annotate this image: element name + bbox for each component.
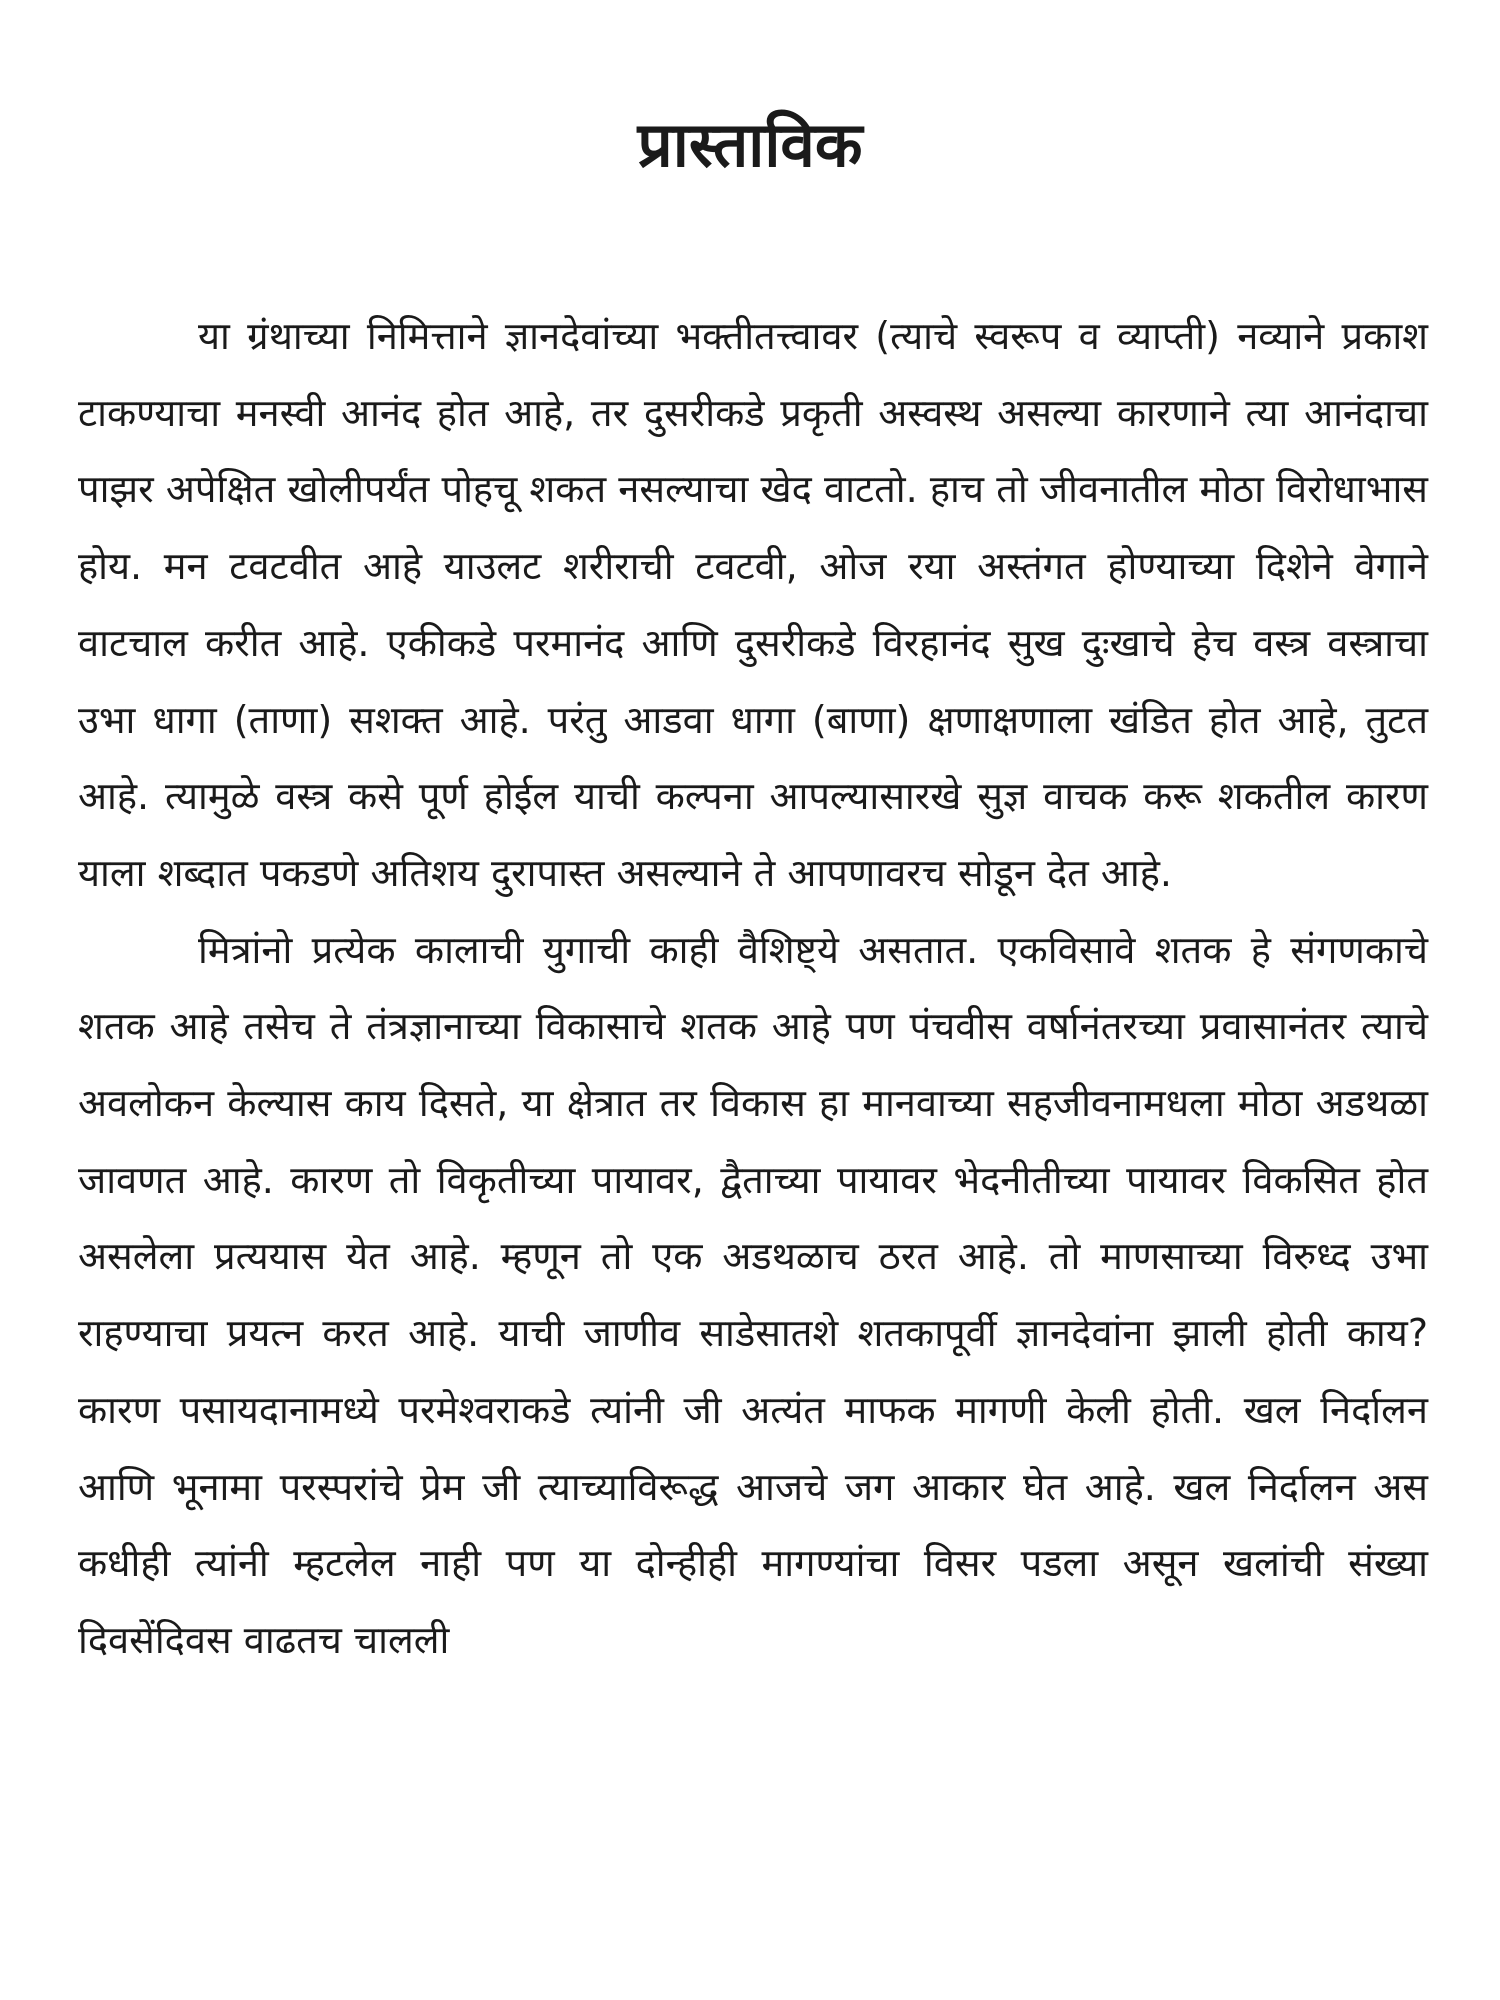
document-body <box>78 298 1428 1679</box>
paragraph-1: या ग्रंथाच्या निमित्ताने ज्ञानदेवांच्या भक्तीतत्त्वावर (त्याचे स्वरूप व व्याप्ती) नव्याने प्रकाश टाकण्याचा मनस्वी आनंद होत आहे, तर दुसरीकडे प्रकृती अस्वस्थ असल्या कारणाने त्या आनंदाचा पाझर अपेक्षित खोलीपर्यंत पोहचू शकत नसल्याचा खेद वाटतो. हाच तो जीवनातील मोठा विरोधाभास होय. मन टवटवीत आहे याउलट शरीराची टवटवी, ओज रया अस्तंगत होण्याच्या दिशेने वेगाने वाटचाल करीत आहे. एकीकडे परमानंद आणि दुसरीकडे विरहानंद सुख दुःखाचे हेच वस्त्र वस्त्राचा उभा धागा (ताणा) सशक्त आहे. परंतु आडवा धागा (बाणा) क्षणाक्षणाला खंडित होत आहे, तुटत आहे. त्यामुळे वस्त्र कसे पूर्ण होईल याची कल्पना आपल्यासारखे सुज्ञ वाचक करू शकतील कारण याला शब्दात पकडणे अतिशय दुरापास्त असल्याने ते आपणावरच सोडून देत आहे. <box>78 314 1428 895</box>
page-title: प्रास्ताविक <box>637 108 863 181</box>
paragraph-2: मित्रांनो प्रत्येक कालाची युगाची काही वैशिष्ट्ये असतात. एकविसावे शतक हे संगणकाचे शतक आहे तसेच ते तंत्रज्ञानाच्या विकासाचे शतक आहे पण पंचवीस वर्षानंतरच्या प्रवासानंतर त्याचे अवलोकन केल्यास काय दिसते, या क्षेत्रात तर विकास हा मानवाच्या सहजीवनामधला मोठा अडथळा जावणत आहे. कारण तो विकृतीच्या पायावर, द्वैताच्या पायावर भेदनीतीच्या पायावर विकसित होत असलेला प्रत्ययास येत आहे. म्हणून तो एक अडथळाच ठरत आहे. तो माणसाच्या विरुध्द उभा राहण्याचा प्रयत्न करत आहे. याची जाणीव साडेसातशे शतकापूर्वी ज्ञानदेवांना झाली होती काय? कारण पसायदानामध्ये परमेश्वराकडे त्यांनी जी अत्यंत माफक मागणी केली होती. खल निर्दालन आणि भूनामा परस्परांचे प्रेम जी त्याच्याविरूद्ध आजचे जग आकार घेत आहे. खल निर्दालन अस कधीही त्यांनी म्हटलेल नाही पण या दोन्हीही मागण्यांचा विसर पडला असून खलांची संख्या दिवसेंदिवस वाढतच चालली <box>78 927 1428 1662</box>
